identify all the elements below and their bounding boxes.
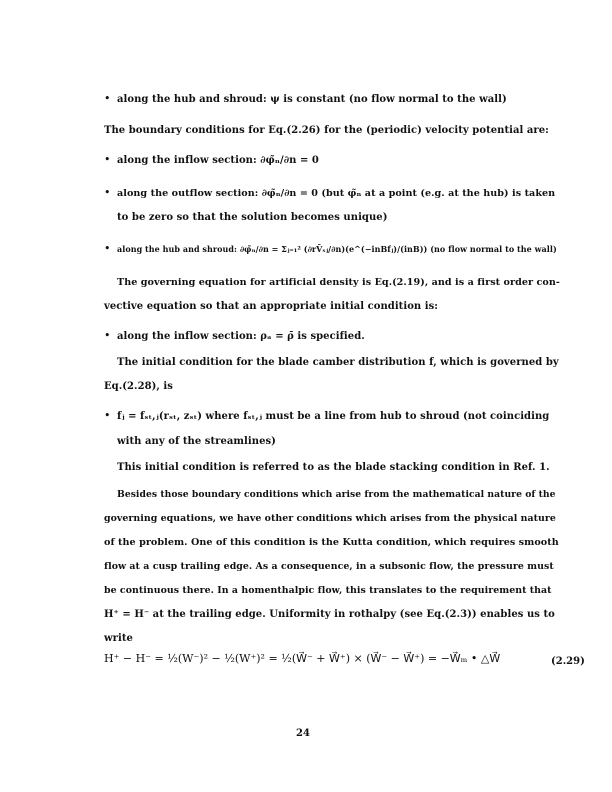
text-line: This initial condition is referred to as the blade stacking condition in Ref. 1. <box>117 462 550 473</box>
text-line: along the inflow section: ∂φ̃ₙ/∂n = 0 <box>117 155 319 166</box>
bullet: • <box>104 409 111 422</box>
text-line: The governing equation for artificial density is Eq.(2.19), and is a first order con- <box>117 277 560 288</box>
text-line: flow at a cusp trailing edge. As a consequence, in a subsonic flow, the pressure must <box>104 561 554 572</box>
text-line: along the hub and shroud: ψ is constant (no flow normal to the wall) <box>117 94 507 105</box>
text-line: The boundary conditions for Eq.(2.26) for the (periodic) velocity potential are: <box>104 125 549 136</box>
text-line: fⱼ = fₛₜ,ⱼ(rₛₜ, zₛₜ) where fₛₜ,ⱼ must be a line from hub to shroud (not coinciding <box>117 411 550 422</box>
text-line: Eq.(2.28), is <box>104 381 173 392</box>
bullet: • <box>104 242 111 255</box>
text-line: along the inflow section: ρₐ = ρ̄ is specified. <box>117 331 365 342</box>
equation-number: (2.29) <box>551 656 585 667</box>
bullet: • <box>104 186 111 199</box>
text-line: be continuous there. In a homenthalpic flow, this translates to the requirement that <box>104 585 552 596</box>
text-line: H⁺ = H⁻ at the trailing edge. Uniformity in rothalpy (see Eq.(2.3)) enables us to <box>104 609 555 620</box>
equation-2-29: H⁺ − H⁻ = ½(W⁻)² − ½(W⁺)² = ½(W⃗⁻ + W⃗⁺) × (W⃗⁻ − W⃗⁺) = −W⃗ₘ • △W⃗ <box>104 652 501 665</box>
text-line: along the outflow section: ∂φ̃ₙ/∂n = 0 (but φ̃ₙ at a point (e.g. at the hub) is taken <box>117 188 556 199</box>
page-number: 24 <box>296 728 310 739</box>
bullet: • <box>104 92 111 105</box>
text-line: governing equations, we have other conditions which arises from the physical nature <box>104 513 556 524</box>
text-line: vective equation so that an appropriate initial condition is: <box>104 301 439 312</box>
text-line: to be zero so that the solution becomes unique) <box>117 212 388 223</box>
text-line: write <box>104 633 133 644</box>
text-line: along the hub and shroud: ∂φ̃ₙ/∂n = Σⱼ₌₁² (∂rV̄ₛⱼ/∂n)(e^(−inBfⱼ)/(inB)) (no flow normal to the wall) <box>117 244 557 254</box>
text-line: Besides those boundary conditions which arise from the mathematical nature of the <box>117 489 556 500</box>
text-line: The initial condition for the blade camber distribution f, which is governed by <box>117 357 559 368</box>
bullet: • <box>104 329 111 342</box>
text-line: of the problem. One of this condition is the Kutta condition, which requires smooth <box>104 537 559 548</box>
text-line: with any of the streamlines) <box>117 436 276 447</box>
bullet: • <box>104 153 111 166</box>
